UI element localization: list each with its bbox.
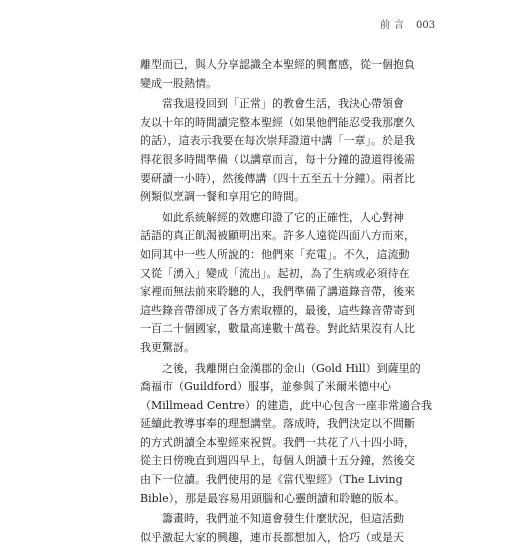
- text-line: 離型而已，與人分享認識全本聖經的興奮感，從一個抱負: [140, 58, 415, 71]
- body-text: [140, 56, 433, 547]
- running-header: [380, 16, 435, 31]
- text-line: （Millmead Centre）的建造，此中心包含一座非常適合我: [140, 398, 433, 412]
- text-line: 一百二十個國家，數量高達數十萬卷。對此結果沒有人比: [140, 322, 415, 336]
- text-line: 的話），這表示我要在每次崇拜證道中講「一章」。於是我: [140, 134, 415, 148]
- text-line: 從主日傍晚直到週四早上，每個人朗讀十五分鐘，然後交: [140, 454, 415, 468]
- text-line: 由下一位讀。我們使用的是《當代聖經》（The Living: [140, 473, 403, 487]
- text-line: 要研讀一小時），然後傳講（四十五至五十分鐘）。兩者比: [140, 171, 415, 185]
- text-line: 喬福市（Guildford）服事，並參與了米爾米德中心: [140, 380, 391, 394]
- text-line: 如此系統解經的效應印證了它的正確性，人心對神: [162, 210, 404, 224]
- text-line: 籌畫時，我們並不知道會發生什麼狀況，但這活動: [162, 512, 404, 526]
- text-line: 家裡而無法前來聆聽的人，我們準備了講道錄音帶，後來: [140, 285, 415, 299]
- text-line: 例類似烹調一餐和享用它的時間。: [140, 190, 305, 204]
- text-line: 似乎激起大家的興趣，連市長都想加入，恰巧（或是天: [140, 530, 404, 544]
- text-line: 之後，我離開白金漢郡的金山（Gold Hill）到薩里的: [162, 361, 421, 375]
- page-number: 003: [416, 20, 436, 31]
- text-line: 當我退役回到「正常」的教會生活，我決心帶領會: [162, 97, 404, 111]
- text-line: 友以十年的時間讀完整本聖經（如果他們能忍受我那麼久: [140, 115, 415, 129]
- text-line: 的方式朗讀全本聖經來祝賀。我們一共花了八十四小時，: [140, 435, 415, 449]
- text-line: 這些錄音帶卻成了各方索取標的，最後，這些錄音帶寄到: [140, 303, 415, 317]
- text-line: 又從「湧入」變成「流出」。起初，為了生病或必須待在: [140, 266, 410, 280]
- text-line: 我更驚訝。: [140, 340, 195, 354]
- text-line: Bible），那是最容易用頭腦和心靈朗讀和聆聽的版本。: [140, 491, 406, 505]
- text-line: 話語的真正飢渴被顯明出來。許多人遠從四面八方而來，: [140, 229, 415, 243]
- text-line: 得花很多時間準備（以講章而言，每十分鐘的證道得後需: [140, 152, 415, 166]
- text-line: 變成一股熱情。: [140, 76, 217, 90]
- text-line: 如同其中一些人所說的：他們來「充電」。不久，這流動: [140, 247, 410, 261]
- chapter-title: 前言: [380, 20, 408, 31]
- text-line: 延續此教導事奉的理想講堂。落成時，我們決定以不間斷: [140, 417, 415, 431]
